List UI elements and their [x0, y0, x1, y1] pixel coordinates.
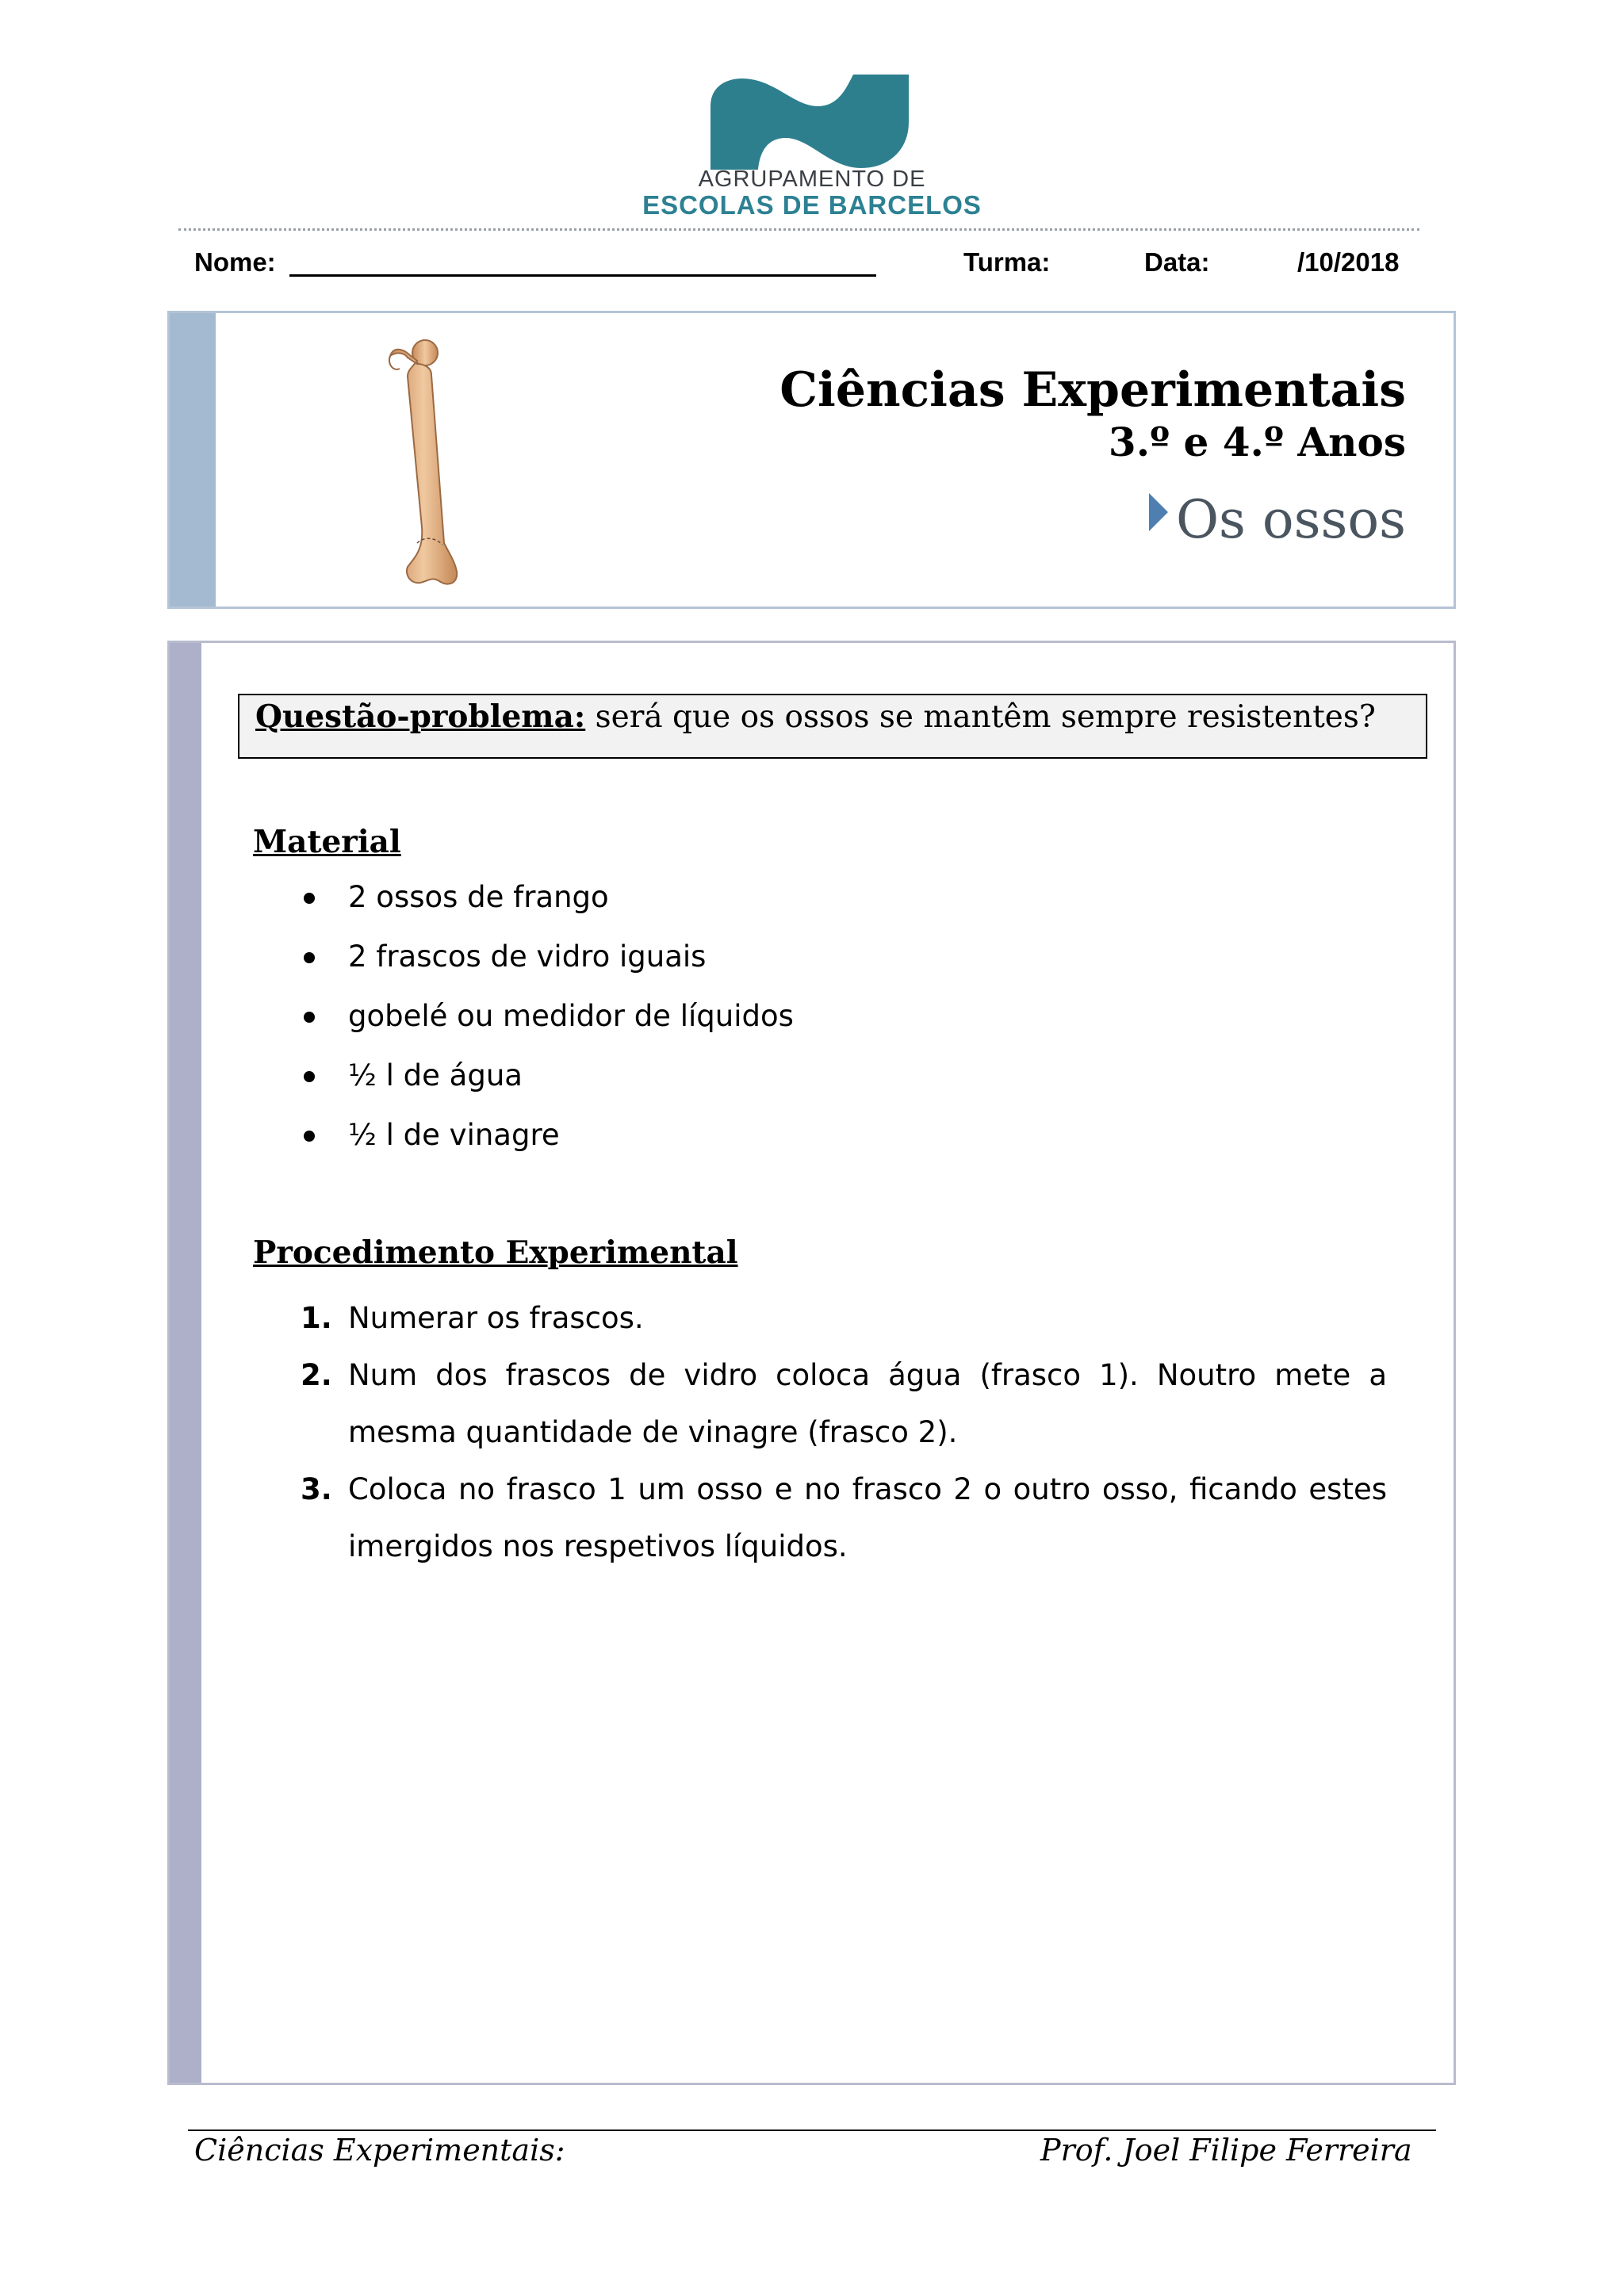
bullet-icon [304, 1012, 315, 1023]
topic-text: Os ossos [1175, 489, 1406, 550]
step-number: 1. [301, 1301, 332, 1335]
question-problem-box [238, 694, 1427, 759]
header-accent-bar [170, 313, 216, 607]
body-accent-bar [170, 643, 201, 2083]
material-item: gobelé ou medidor de líquidos [348, 999, 794, 1033]
logo-line1: AGRUPAMENTO DE [698, 166, 926, 192]
material-item: ½ l de vinagre [348, 1118, 560, 1152]
material-list [253, 878, 794, 1175]
name-label: Nome: [194, 247, 276, 277]
bullet-icon [304, 1131, 315, 1142]
worksheet-topic [1149, 489, 1406, 550]
material-title: Material [253, 824, 401, 860]
material-item: ½ l de água [348, 1058, 523, 1093]
class-label: Turma: [963, 247, 1051, 277]
triangle-right-icon [1149, 493, 1168, 531]
school-logo [0, 63, 1624, 230]
bullet-icon [304, 952, 315, 963]
footer-divider [188, 2130, 1436, 2131]
step-text: Coloca no frasco 1 um osso e no frasco 2 o outro osso, ficando estes imergidos nos respetivos líquidos. [348, 1472, 1387, 1563]
worksheet-title: Ciências Experimentais [779, 362, 1406, 418]
list-item [253, 1056, 794, 1115]
material-item: 2 ossos de frango [348, 880, 609, 914]
bullet-icon [304, 893, 315, 904]
step-text: Num dos frascos de vidro coloca água (frasco 1). Noutro mete a mesma quantidade de vinagre (frasco 2). [348, 1358, 1387, 1449]
logo-line2: ESCOLAS DE BARCELOS [642, 190, 982, 220]
worksheet-header [167, 311, 1456, 609]
list-item [301, 1461, 1387, 1575]
student-info-row [0, 244, 1624, 284]
logo-wave-icon [710, 75, 909, 170]
list-item [253, 1115, 794, 1175]
header-divider [178, 228, 1419, 231]
date-label: Data: [1144, 247, 1210, 277]
list-item [253, 937, 794, 997]
material-item: 2 frascos de vidro iguais [348, 939, 707, 974]
list-item [301, 1290, 1387, 1347]
worksheet-grade: 3.º e 4.º Anos [1108, 419, 1406, 465]
date-value: /10/2018 [1297, 247, 1400, 277]
list-item [253, 878, 794, 937]
procedure-steps [301, 1290, 1387, 1575]
list-item [301, 1347, 1387, 1461]
step-number: 3. [301, 1472, 332, 1506]
footer-teacher: Prof. Joel Filipe Ferreira [1040, 2133, 1412, 2168]
step-number: 2. [301, 1358, 332, 1392]
footer-subject: Ciências Experimentais: [194, 2133, 565, 2168]
name-field[interactable] [289, 274, 876, 277]
bullet-icon [304, 1071, 315, 1082]
worksheet-body [167, 641, 1456, 2085]
femur-bone-image [376, 329, 503, 599]
question-text: será que os ossos se mantêm sempre resistentes? [585, 699, 1376, 735]
procedure-title: Procedimento Experimental [253, 1234, 738, 1271]
question-label: Questão-problema: [255, 698, 586, 735]
list-item [253, 997, 794, 1056]
step-text: Numerar os frascos. [348, 1301, 644, 1335]
